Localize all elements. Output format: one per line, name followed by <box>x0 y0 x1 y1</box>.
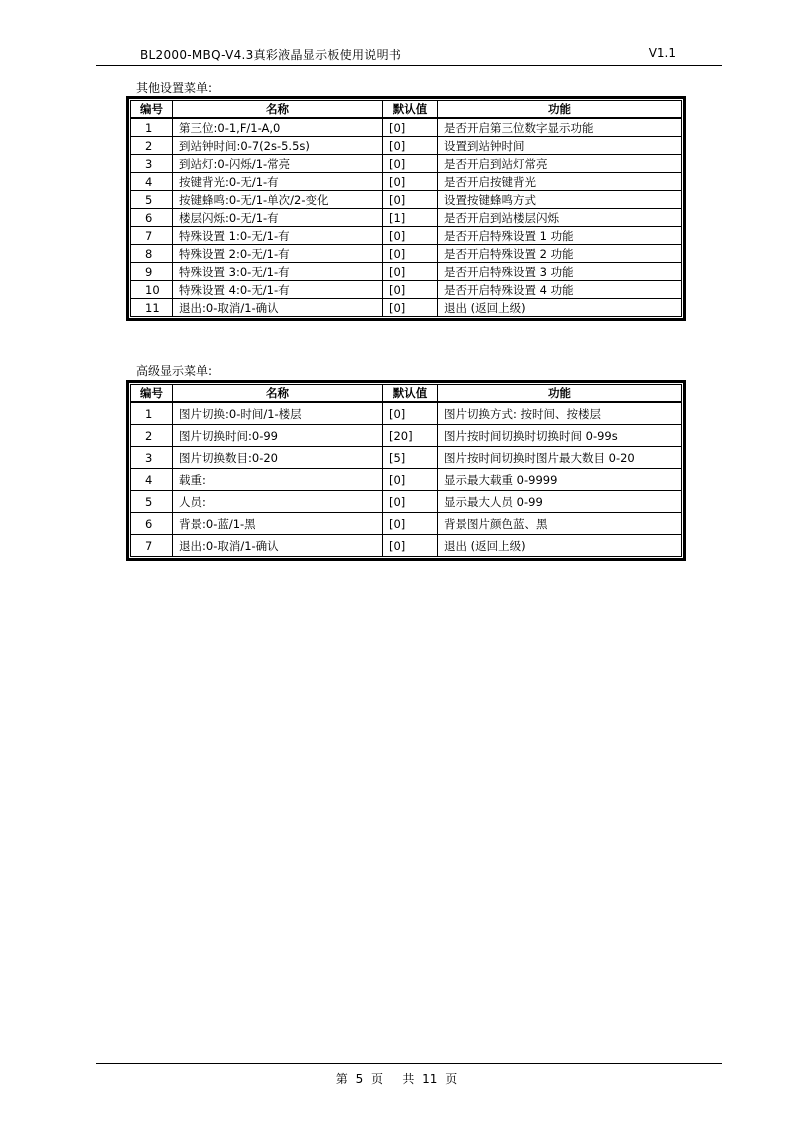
row-default-value: [0] <box>383 155 438 173</box>
row-number: 3 <box>131 447 173 469</box>
table-header-row <box>131 385 682 403</box>
row-name: 特殊设置 4:0-无/1-有 <box>173 281 383 299</box>
row-function: 是否开启特殊设置 4 功能 <box>438 281 682 299</box>
row-function: 是否开启特殊设置 1 功能 <box>438 227 682 245</box>
table-row <box>131 137 682 155</box>
column-header-number: 编号 <box>131 101 173 119</box>
document-title: BL2000-MBQ-V4.3真彩液晶显示板使用说明书 <box>140 48 402 62</box>
row-function: 是否开启特殊设置 2 功能 <box>438 245 682 263</box>
row-name: 特殊设置 2:0-无/1-有 <box>173 245 383 263</box>
row-name: 退出:0-取消/1-确认 <box>173 299 383 317</box>
document-version: V1.1 <box>648 46 676 60</box>
column-header-name: 名称 <box>173 101 383 119</box>
row-number: 10 <box>131 281 173 299</box>
row-function: 是否开启按键背光 <box>438 173 682 191</box>
table-row <box>131 118 682 137</box>
row-default-value: [20] <box>383 425 438 447</box>
row-default-value: [5] <box>383 447 438 469</box>
row-default-value: [0] <box>383 299 438 317</box>
row-number: 7 <box>131 227 173 245</box>
footer-total-unit: 页 <box>445 1072 458 1086</box>
row-default-value: [0] <box>383 491 438 513</box>
row-number: 3 <box>131 155 173 173</box>
row-name: 载重: <box>173 469 383 491</box>
table-row <box>131 245 682 263</box>
row-number: 8 <box>131 245 173 263</box>
row-default-value: [0] <box>383 469 438 491</box>
row-number: 2 <box>131 425 173 447</box>
other-settings-table <box>130 100 682 317</box>
row-function: 是否开启第三位数字显示功能 <box>438 118 682 137</box>
table-row <box>131 513 682 535</box>
advanced-display-table-frame <box>126 380 686 561</box>
table-row <box>131 155 682 173</box>
row-function: 设置到站钟时间 <box>438 137 682 155</box>
row-default-value: [0] <box>383 227 438 245</box>
row-name: 按键蜂鸣:0-无/1-单次/2-变化 <box>173 191 383 209</box>
row-function: 显示最大人员 0-99 <box>438 491 682 513</box>
row-number: 1 <box>131 402 173 425</box>
row-function: 退出 (返回上级) <box>438 299 682 317</box>
table-header-row <box>131 101 682 119</box>
section-label-advanced-display: 高级显示菜单: <box>136 364 213 378</box>
table-row <box>131 535 682 557</box>
page-footer <box>0 1070 793 1087</box>
table-row <box>131 227 682 245</box>
row-default-value: [1] <box>383 209 438 227</box>
table-row <box>131 299 682 317</box>
row-function: 图片切换方式: 按时间、按楼层 <box>438 402 682 425</box>
column-header-function: 功能 <box>438 385 682 403</box>
row-function: 是否开启特殊设置 3 功能 <box>438 263 682 281</box>
row-name: 背景:0-蓝/1-黑 <box>173 513 383 535</box>
footer-page-prefix: 第 <box>335 1072 348 1086</box>
row-number: 1 <box>131 118 173 137</box>
table-row <box>131 469 682 491</box>
row-name: 第三位:0-1,F/1-A,0 <box>173 118 383 137</box>
row-default-value: [0] <box>383 245 438 263</box>
table-row <box>131 425 682 447</box>
row-name: 特殊设置 1:0-无/1-有 <box>173 227 383 245</box>
row-function: 是否开启到站楼层闪烁 <box>438 209 682 227</box>
row-default-value: [0] <box>383 137 438 155</box>
table-row <box>131 173 682 191</box>
section-label-other-settings: 其他设置菜单: <box>136 81 213 95</box>
row-function: 显示最大载重 0-9999 <box>438 469 682 491</box>
row-default-value: [0] <box>383 402 438 425</box>
header-rule <box>96 65 722 66</box>
table-row <box>131 263 682 281</box>
other-settings-table-frame <box>126 96 686 321</box>
row-number: 4 <box>131 173 173 191</box>
footer-rule <box>96 1063 722 1064</box>
row-default-value: [0] <box>383 513 438 535</box>
page-header <box>96 44 722 64</box>
row-name: 图片切换数目:0-20 <box>173 447 383 469</box>
footer-page-number: 5 <box>355 1072 364 1086</box>
column-header-function: 功能 <box>438 101 682 119</box>
row-function: 退出 (返回上级) <box>438 535 682 557</box>
row-number: 2 <box>131 137 173 155</box>
row-name: 按键背光:0-无/1-有 <box>173 173 383 191</box>
table-row <box>131 491 682 513</box>
row-default-value: [0] <box>383 263 438 281</box>
footer-page-unit: 页 <box>371 1072 384 1086</box>
row-function: 图片按时间切换时图片最大数目 0-20 <box>438 447 682 469</box>
column-header-number: 编号 <box>131 385 173 403</box>
row-name: 楼层闪烁:0-无/1-有 <box>173 209 383 227</box>
table-row <box>131 402 682 425</box>
row-name: 到站灯:0-闪烁/1-常亮 <box>173 155 383 173</box>
table-row <box>131 447 682 469</box>
column-header-default: 默认值 <box>383 101 438 119</box>
table-row <box>131 209 682 227</box>
column-header-default: 默认值 <box>383 385 438 403</box>
row-default-value: [0] <box>383 191 438 209</box>
row-number: 7 <box>131 535 173 557</box>
table-row <box>131 191 682 209</box>
row-number: 9 <box>131 263 173 281</box>
row-number: 6 <box>131 209 173 227</box>
row-function: 图片按时间切换时切换时间 0-99s <box>438 425 682 447</box>
row-number: 4 <box>131 469 173 491</box>
row-default-value: [0] <box>383 173 438 191</box>
row-function: 是否开启到站灯常亮 <box>438 155 682 173</box>
row-name: 退出:0-取消/1-确认 <box>173 535 383 557</box>
row-number: 5 <box>131 491 173 513</box>
row-name: 人员: <box>173 491 383 513</box>
column-header-name: 名称 <box>173 385 383 403</box>
row-name: 图片切换时间:0-99 <box>173 425 383 447</box>
footer-total-pages: 11 <box>422 1072 438 1086</box>
row-number: 11 <box>131 299 173 317</box>
footer-total-prefix: 共 <box>402 1072 415 1086</box>
row-function: 设置按键蜂鸣方式 <box>438 191 682 209</box>
row-name: 特殊设置 3:0-无/1-有 <box>173 263 383 281</box>
row-number: 6 <box>131 513 173 535</box>
row-function: 背景图片颜色蓝、黑 <box>438 513 682 535</box>
table-row <box>131 281 682 299</box>
row-default-value: [0] <box>383 535 438 557</box>
row-name: 到站钟时间:0-7(2s-5.5s) <box>173 137 383 155</box>
row-number: 5 <box>131 191 173 209</box>
row-default-value: [0] <box>383 118 438 137</box>
row-default-value: [0] <box>383 281 438 299</box>
row-name: 图片切换:0-时间/1-楼层 <box>173 402 383 425</box>
advanced-display-table <box>130 384 682 557</box>
